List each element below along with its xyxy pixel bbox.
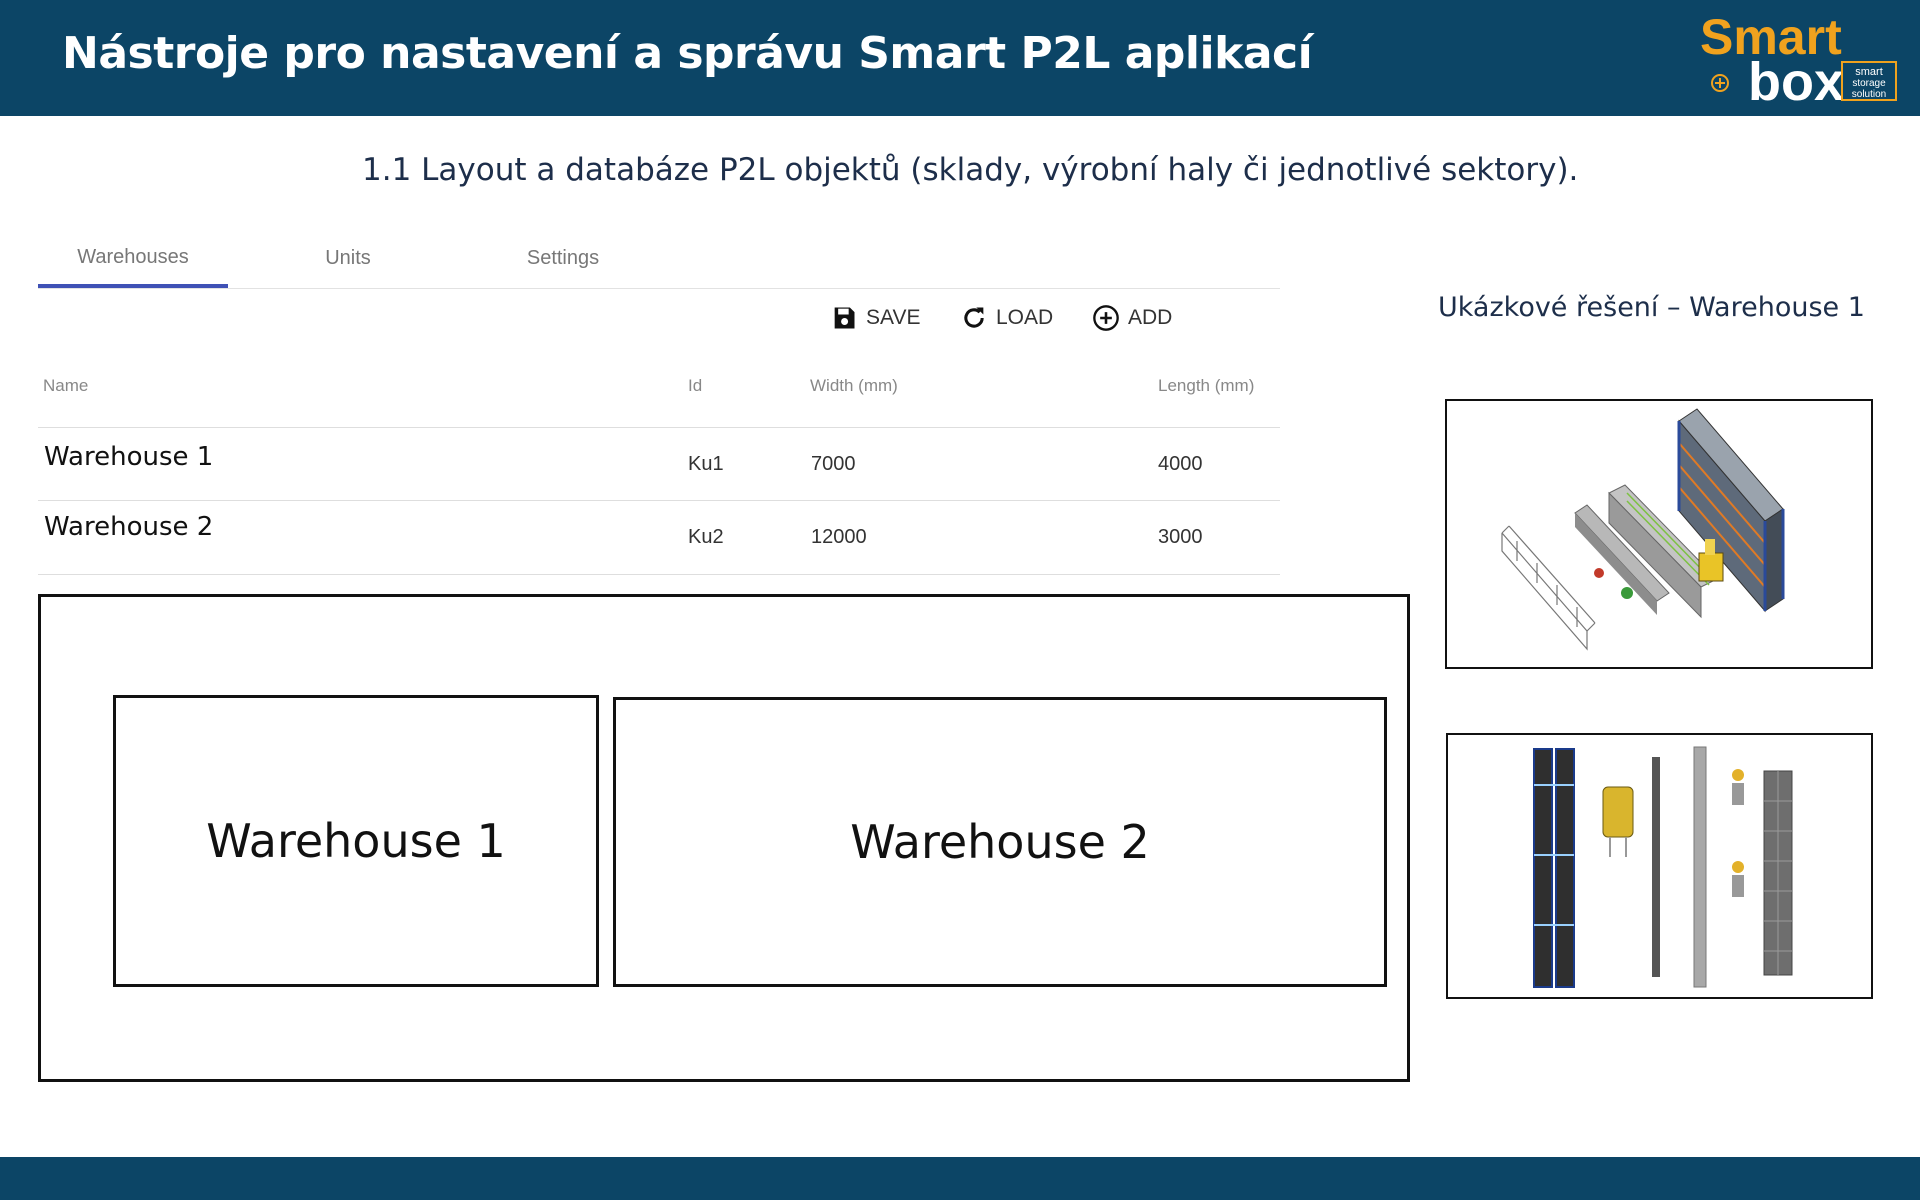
divider (38, 500, 1280, 501)
add-label: ADD (1128, 306, 1173, 329)
warehouse-1-block[interactable]: Warehouse 1 (113, 695, 599, 987)
tab-settings[interactable]: Settings (526, 246, 600, 269)
divider (38, 574, 1280, 575)
svg-text:box: box (1748, 52, 1845, 108)
load-button[interactable] (960, 298, 1053, 338)
row-name: Warehouse 2 (44, 512, 214, 542)
svg-text:smart: smart (1855, 66, 1883, 78)
tab-bar (38, 230, 1280, 289)
example-solution-label: Ukázkové řešení – Warehouse 1 (1438, 292, 1865, 323)
footer-bar (0, 1157, 1920, 1200)
section-subtitle: 1.1 Layout a databáze P2L objektů (sklady, výrobní haly či jednotlivé sektory). (362, 152, 1579, 188)
column-header-name[interactable]: Name (43, 376, 89, 395)
row-name: Warehouse 1 (44, 442, 214, 472)
row-id: Ku1 (688, 453, 724, 475)
row-length: 4000 (1158, 453, 1203, 475)
column-header-width[interactable]: Width (mm) (810, 376, 898, 395)
row-id: Ku2 (688, 526, 724, 548)
refresh-icon (960, 304, 988, 332)
warehouse-2-block[interactable]: Warehouse 2 (613, 697, 1387, 987)
row-width: 7000 (811, 453, 856, 475)
svg-text:Smart: Smart (1700, 9, 1842, 65)
svg-text:storage: storage (1852, 78, 1886, 89)
column-header-length[interactable]: Length (mm) (1158, 376, 1255, 395)
save-label: SAVE (866, 306, 921, 329)
column-header-id[interactable]: Id (688, 376, 703, 395)
row-width: 12000 (811, 526, 867, 548)
floppy-disk-icon (830, 304, 858, 332)
tab-warehouses[interactable]: Warehouses (38, 230, 228, 288)
add-button[interactable] (1092, 298, 1172, 338)
save-button[interactable] (830, 298, 920, 338)
header-bar (0, 0, 1920, 116)
smartbox-logo (1694, 8, 1904, 108)
tab-units[interactable]: Units (325, 246, 371, 269)
load-label: LOAD (996, 306, 1054, 329)
plus-circle-icon (1092, 304, 1120, 332)
warehouse-3d-render (1445, 399, 1873, 669)
layout-canvas[interactable] (38, 594, 1410, 1082)
svg-text:solution: solution (1851, 89, 1887, 100)
row-length: 3000 (1158, 526, 1203, 548)
page-title: Nástroje pro nastavení a správu Smart P2L aplikací (62, 28, 1313, 79)
warehouse-top-view (1446, 733, 1873, 999)
divider (38, 427, 1280, 428)
